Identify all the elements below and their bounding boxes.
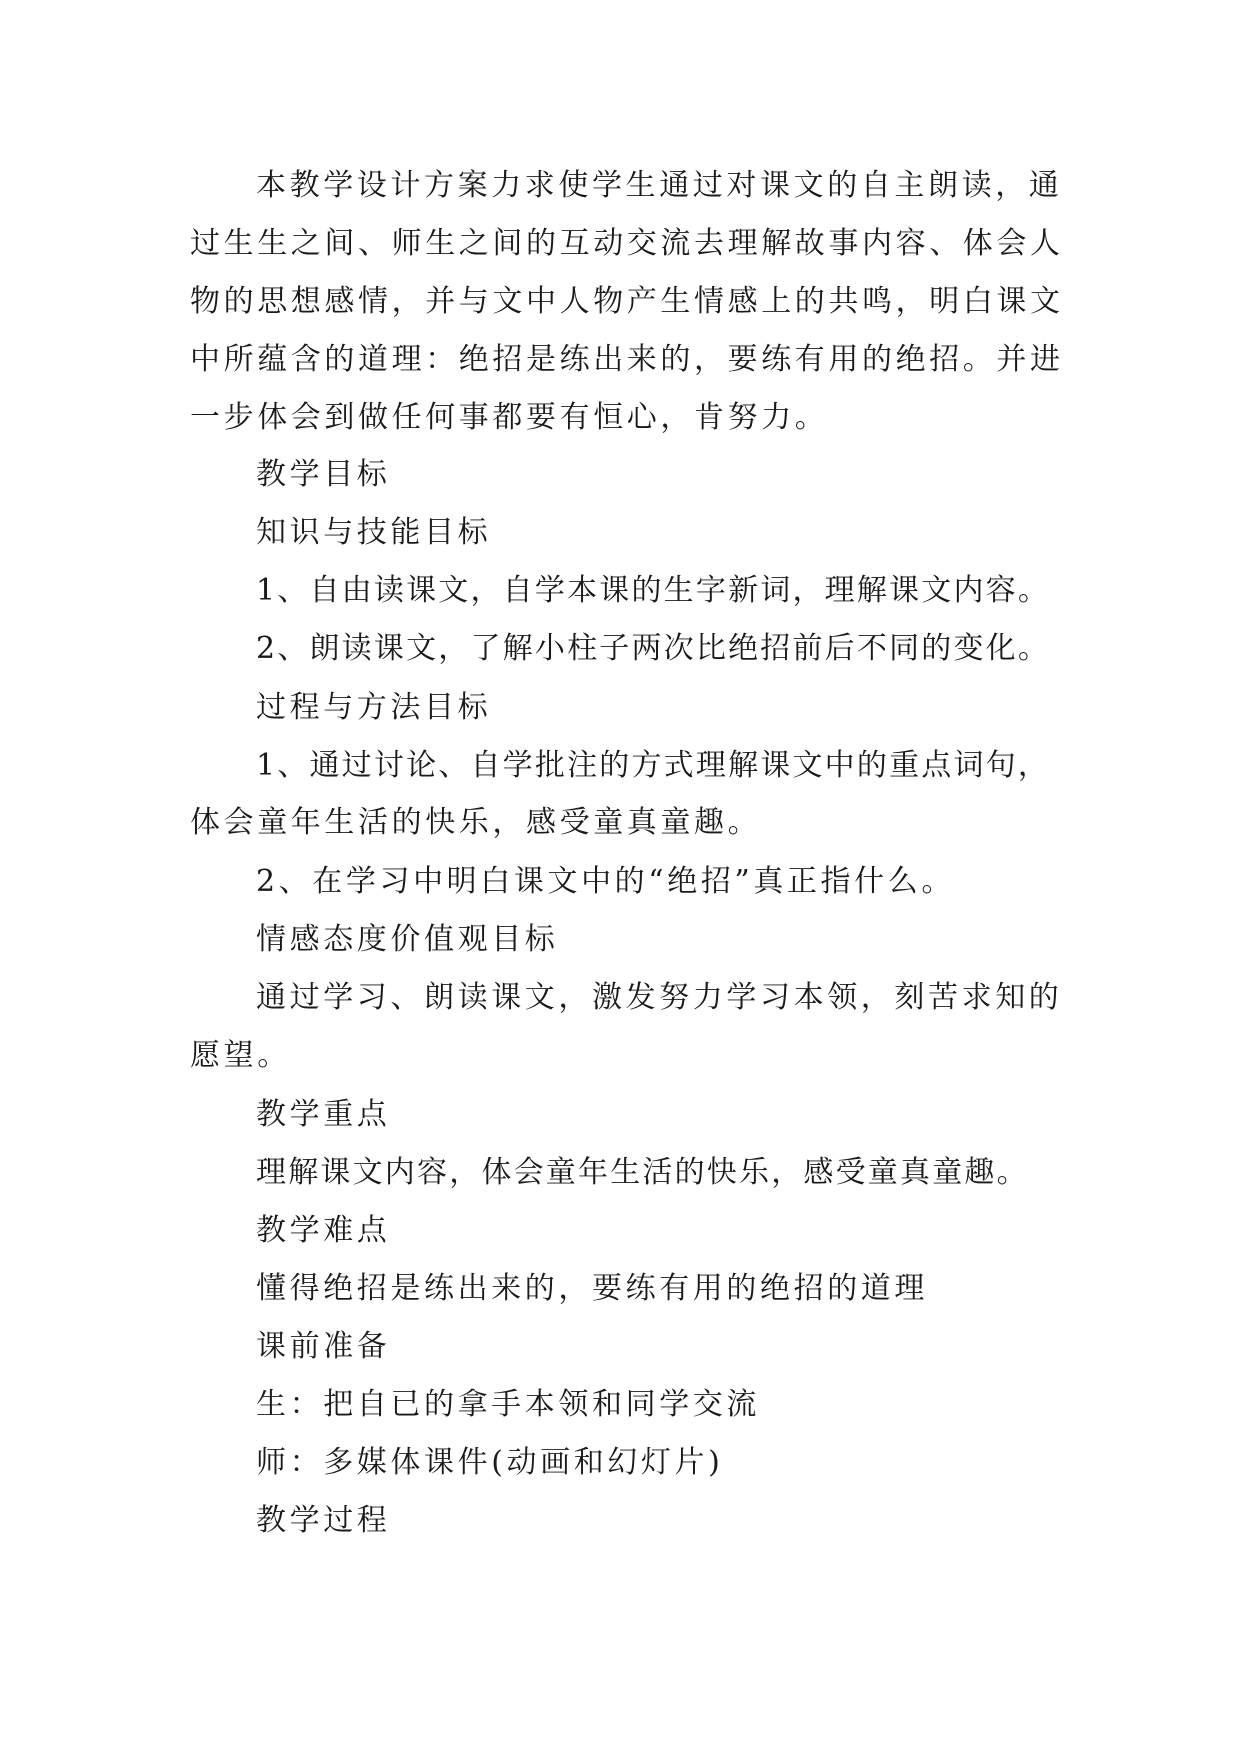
process-item-1-line-1: 1、通过讨论、自学批注的方式理解课文中的重点词句， [256, 748, 1051, 783]
heading-knowledge-skills: 知识与技能目标 [256, 515, 492, 550]
knowledge-item-2: 2、朗读课文，了解小柱子两次比绝招前后不同的变化。 [256, 631, 1051, 666]
knowledge-item-1: 1、自由读课文，自学本课的生字新词，理解课文内容。 [256, 573, 1051, 608]
intro-line-3: 物的思想感情，并与文中人物产生情感上的共鸣，明白课文 [190, 284, 1064, 319]
preparation-teacher: 师：多媒体课件(动画和幻灯片) [256, 1445, 724, 1480]
heading-emotion-values: 情感态度价值观目标 [256, 922, 559, 957]
emotion-line-2: 愿望。 [190, 1038, 291, 1073]
difficulty-text: 懂得绝招是练出来的，要练有用的绝招的道理 [256, 1271, 928, 1306]
intro-line-2: 过生生之间、师生之间的互动交流去理解故事内容、体会人 [190, 226, 1064, 261]
intro-line-1: 本教学设计方案力求使学生通过对课文的自主朗读，通 [256, 168, 1063, 203]
emotion-line-1: 通过学习、朗读课文，激发努力学习本领，刻苦求知的 [256, 980, 1063, 1015]
heading-teaching-process: 教学过程 [256, 1503, 391, 1538]
intro-line-4: 中所蕴含的道理：绝招是练出来的，要练有用的绝招。并进 [190, 342, 1064, 377]
heading-difficulty: 教学难点 [256, 1213, 391, 1248]
intro-line-5: 一步体会到做任何事都要有恒心，肯努力。 [190, 400, 829, 435]
heading-preparation: 课前准备 [256, 1329, 391, 1364]
process-item-1-line-2: 体会童年生活的快乐，感受童真童趣。 [190, 805, 762, 840]
key-point-text: 理解课文内容，体会童年生活的快乐，感受童真童趣。 [256, 1155, 1029, 1190]
heading-process-method: 过程与方法目标 [256, 690, 492, 725]
preparation-student: 生：把自已的拿手本领和同学交流 [256, 1387, 760, 1422]
heading-key-point: 教学重点 [256, 1097, 391, 1132]
process-item-2: 2、在学习中明白课文中的“绝招”真正指什么。 [256, 864, 955, 899]
heading-teaching-goals: 教学目标 [256, 457, 391, 492]
